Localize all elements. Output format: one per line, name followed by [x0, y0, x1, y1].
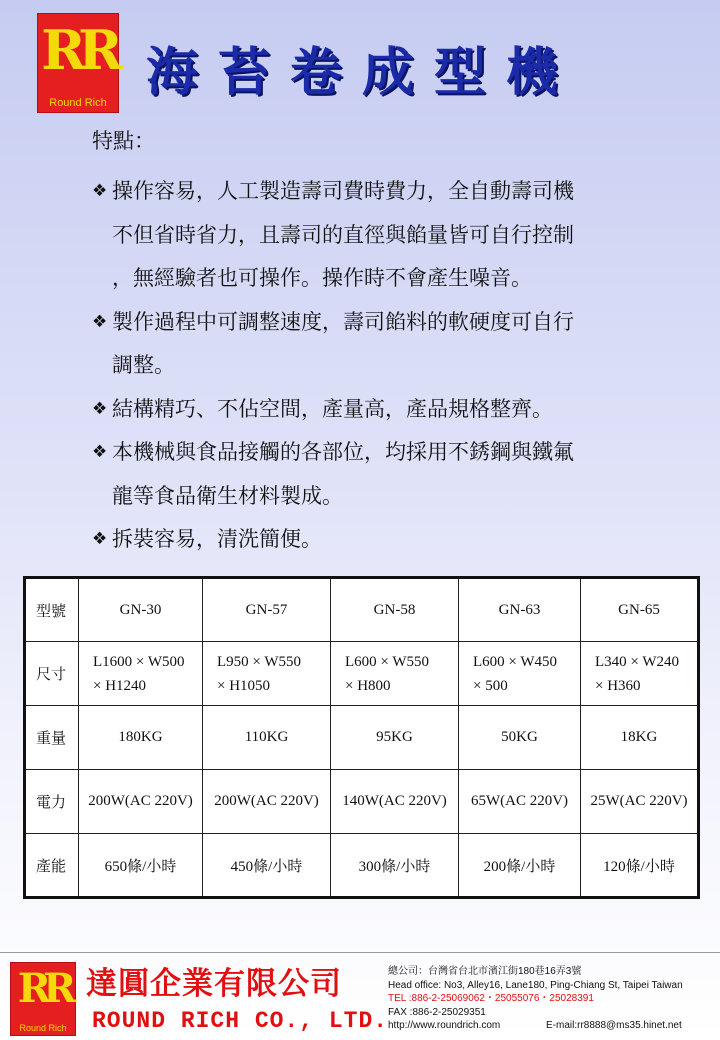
size-line: × H1240	[93, 677, 147, 694]
feature-item	[92, 301, 692, 388]
row-header-capacity: 產能	[25, 834, 79, 898]
size-line: L340 × W240	[595, 653, 680, 670]
weight-cell: 50KG	[459, 706, 581, 770]
size-cell	[203, 642, 331, 706]
company-name-cn: 達圓企業有限公司	[86, 966, 342, 1002]
features-heading: 特點：	[92, 129, 155, 153]
logo-caption: Round Rich	[49, 97, 107, 109]
table-row	[25, 578, 699, 642]
contact-info	[388, 965, 718, 1033]
diamond-bullet-icon: ❖	[92, 442, 108, 462]
page-title: 海苔卷成型機	[146, 43, 579, 103]
logo-mark: RR	[41, 18, 115, 82]
diamond-bullet-icon: ❖	[92, 529, 108, 549]
model-cell: GN-58	[331, 578, 459, 642]
feature-item	[92, 170, 692, 301]
diamond-bullet-icon: ❖	[92, 398, 108, 419]
table-row	[25, 642, 699, 706]
row-header-model: 型號	[25, 578, 79, 642]
feature-line: 結構精巧、不佔空間，產量高，產品規格整齊。	[112, 396, 553, 421]
row-header-size: 尺寸	[25, 642, 79, 706]
size-cell	[79, 642, 203, 706]
address-en: Head office: No3, Alley16, Lane180, Ping-Chiang St, Taipei Taiwan	[388, 979, 683, 991]
capacity-cell: 200條/小時	[459, 834, 581, 898]
row-header-weight: 重量	[25, 706, 79, 770]
weight-cell: 95KG	[331, 706, 459, 770]
size-line: L600 × W550	[345, 653, 430, 670]
table-row	[25, 706, 699, 770]
weight-cell: 18KG	[581, 706, 699, 770]
feature-item	[92, 431, 692, 518]
weight-cell: 180KG	[79, 706, 203, 770]
model-cell: GN-30	[79, 578, 203, 642]
model-cell: GN-57	[203, 578, 331, 642]
feature-line: 拆裝容易，清洗簡便。	[112, 527, 322, 551]
size-line: × H360	[595, 677, 641, 694]
size-cell	[331, 642, 459, 706]
power-cell: 25W(AC 220V)	[581, 770, 699, 834]
feature-item	[92, 388, 692, 432]
company-name-en: ROUND RICH CO., LTD.	[92, 1008, 389, 1034]
row-header-power: 電力	[25, 770, 79, 834]
spec-table	[23, 576, 700, 899]
size-line: L950 × W550	[217, 653, 302, 670]
size-line: × 500	[473, 677, 508, 694]
company-logo	[37, 13, 119, 113]
size-line: × H800	[345, 677, 391, 694]
feature-line: 龍等食品衛生材料製成。	[112, 483, 343, 508]
power-cell: 200W(AC 220V)	[79, 770, 203, 834]
feature-line: 不但省時省力，且壽司的直徑與餡量皆可自行控制	[112, 222, 574, 247]
footer-logo	[10, 962, 76, 1036]
email-link[interactable]: E-mail:rr8888@ms35.hinet.net	[546, 1020, 682, 1031]
website-link[interactable]: http://www.roundrich.com	[388, 1020, 501, 1031]
feature-line: 操作容易，人工製造壽司費時費力，全自動壽司機	[112, 179, 574, 203]
size-cell	[581, 642, 699, 706]
table-row	[25, 834, 699, 898]
model-cell: GN-65	[581, 578, 699, 642]
feature-line: 製作過程中可調整速度，壽司餡料的軟硬度可自行	[112, 309, 574, 334]
model-cell: GN-63	[459, 578, 581, 642]
features-section	[92, 126, 692, 562]
size-line: L600 × W450	[473, 653, 558, 670]
capacity-cell: 450條/小時	[203, 834, 331, 898]
feature-line: 本機械與食品接觸的各部位，均採用不銹鋼與鐵氟	[112, 440, 574, 464]
address-cn: 總公司：台灣省台北市濱江街180巷16弄3號	[388, 966, 582, 977]
table-row	[25, 770, 699, 834]
power-cell: 200W(AC 220V)	[203, 770, 331, 834]
telephone: TEL :886-2-25069062・25055076・25028391	[388, 993, 594, 1004]
size-line: × H1050	[217, 677, 271, 694]
weight-cell: 110KG	[203, 706, 331, 770]
capacity-cell: 120條/小時	[581, 834, 699, 898]
feature-item	[92, 518, 692, 562]
footer-divider	[0, 952, 720, 953]
logo-mark: RR	[17, 965, 69, 1012]
power-cell: 65W(AC 220V)	[459, 770, 581, 834]
fax: FAX :886-2-25029351	[388, 1006, 486, 1018]
diamond-bullet-icon: ❖	[92, 311, 108, 332]
diamond-bullet-icon: ❖	[92, 181, 108, 201]
capacity-cell: 300條/小時	[331, 834, 459, 898]
size-line: L1600 × W500	[93, 653, 185, 670]
size-cell	[459, 642, 581, 706]
logo-caption: Round Rich	[19, 1023, 67, 1033]
feature-line: ，無經驗者也可操作。操作時不會產生噪音。	[112, 266, 532, 290]
capacity-cell: 650條/小時	[79, 834, 203, 898]
power-cell: 140W(AC 220V)	[331, 770, 459, 834]
feature-line: 調整。	[112, 353, 175, 377]
